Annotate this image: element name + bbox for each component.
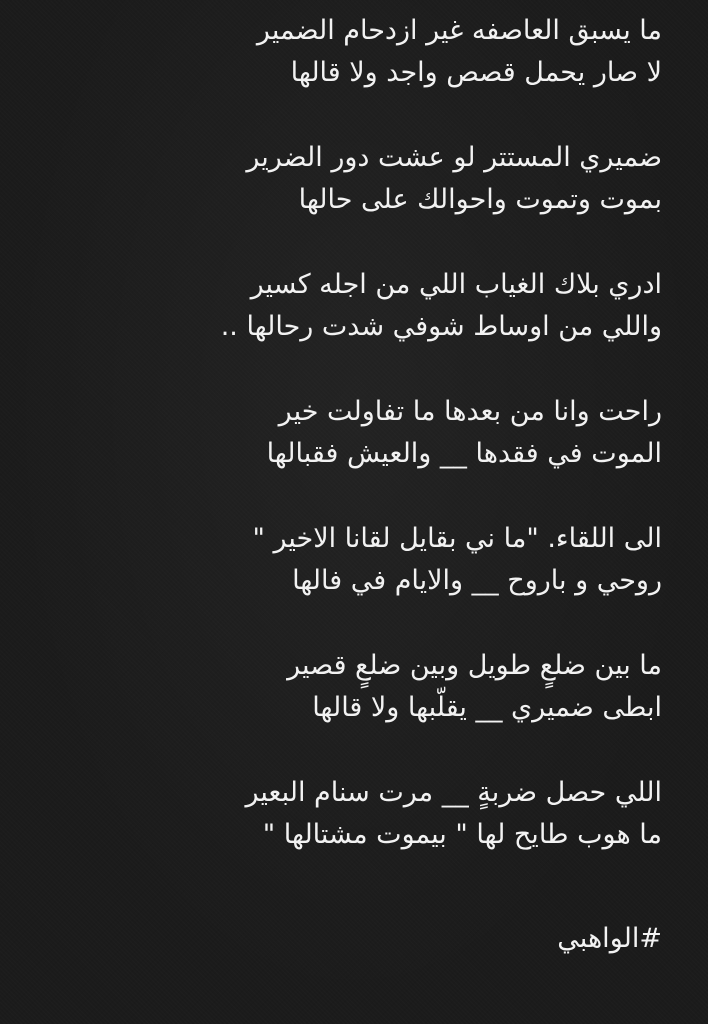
stanza	[22, 391, 662, 475]
poem-line: ما بين ضلعٍ طويل وبين ضلعٍ قصير	[287, 650, 662, 681]
stanza	[22, 137, 662, 221]
stanza	[22, 645, 662, 729]
poem-line: لا صار يحمل قصص واجد ولا قالها	[290, 57, 662, 88]
poem-line: الى اللقاء. "ما ني بقايل لقانا الاخير "	[252, 523, 662, 554]
poem-line: الموت في فقدها __ والعيش فقبالها	[266, 438, 662, 469]
poem-line: ابطى ضميري __ يقلّبها ولا قالها	[312, 692, 662, 723]
poem-line: راحت وانا من بعدها ما تفاولت خير	[278, 396, 662, 427]
poem-line: بموت وتموت واحوالك على حالها	[298, 184, 662, 215]
poem-line: اللي حصل ضربةٍ __ مرت سنام البعير	[245, 777, 662, 808]
poem-line: روحي و باروح __ والايام في فالها	[292, 565, 662, 596]
poem-body	[22, 10, 662, 899]
stanza	[22, 772, 662, 856]
poem-line: ادري بلاك الغياب اللي من اجله كسير	[250, 269, 662, 300]
poem-line: واللي من اوساط شوفي شدت رحالها ..	[220, 311, 662, 342]
poem-line: ضميري المستتر لو عشت دور الضرير	[246, 142, 662, 173]
stanza	[22, 518, 662, 602]
hashtag: #الواهبي	[557, 923, 662, 954]
poem-line: ما هوب طايح لها " بيموت مشتالها "	[262, 819, 662, 850]
stanza	[22, 264, 662, 348]
stanza	[22, 10, 662, 94]
poem-line: ما يسبق العاصفه غير ازدحام الضمير	[256, 15, 662, 46]
